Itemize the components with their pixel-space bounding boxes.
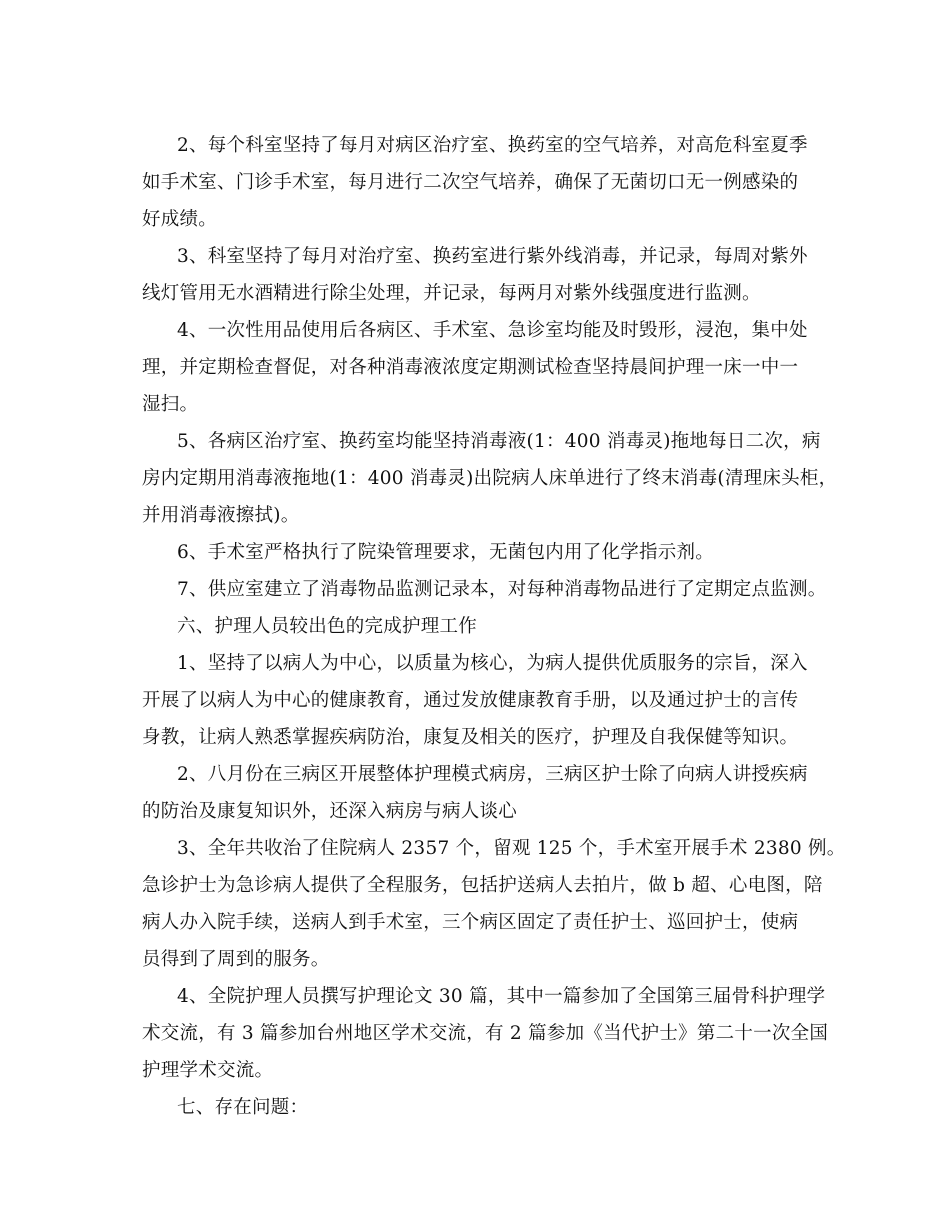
paragraph-5-line-3: 并用消毒液擦拭)。 xyxy=(142,505,300,526)
section-6-paragraph-1-line-3: 身教，让病人熟悉掌握疾病防治，康复及相关的医疗，护理及自我保健等知识。 xyxy=(142,727,799,748)
paragraph-2-line-2: 如手术室、门诊手术室，每月进行二次空气培养，确保了无菌切口无一例感染的 xyxy=(142,172,799,193)
paragraph-3-line-2: 线灯管用无水酒精进行除尘处理，并记录，每两月对紫外线强度进行监测。 xyxy=(142,283,761,304)
section-6-paragraph-2-line-2: 的防治及康复知识外，还深入病房与病人谈心 xyxy=(142,801,518,822)
paragraph-5-line-2: 房内定期用消毒液拖地(1：400 消毒灵)出院病人床单进行了终末消毒(清理床头柜， xyxy=(142,468,838,489)
paragraph-5-line-1: 5、各病区治疗室、换药室均能坚持消毒液(1：400 消毒灵)拖地每日二次，病 xyxy=(177,431,821,452)
section-6-paragraph-3-line-4: 员得到了周到的服务。 xyxy=(142,949,330,970)
section-6-paragraph-3-line-3: 病人办入院手续，送病人到手术室，三个病区固定了责任护士、巡回护士，使病 xyxy=(142,912,799,933)
section-6-paragraph-4-line-3: 护理学术交流。 xyxy=(142,1060,274,1081)
paragraph-4-line-2: 理，并定期检查督促，对各种消毒液浓度定期测试检查坚持晨间护理一床一中一 xyxy=(142,357,799,378)
paragraph-4-line-3: 湿扫。 xyxy=(142,394,199,415)
section-heading-7: 七、存在问题： xyxy=(177,1097,309,1118)
section-6-paragraph-2-line-1: 2、八月份在三病区开展整体护理模式病房，三病区护士除了向病人讲授疾病 xyxy=(177,764,808,785)
paragraph-3-line-1: 3、科室坚持了每月对治疗室、换药室进行紫外线消毒，并记录，每周对紫外 xyxy=(177,246,808,267)
section-6-paragraph-1-line-1: 1、坚持了以病人为中心，以质量为核心，为病人提供优质服务的宗旨，深入 xyxy=(177,653,808,674)
paragraph-2-line-1: 2、每个科室坚持了每月对病区治疗室、换药室的空气培养，对高危科室夏季 xyxy=(177,135,808,156)
paragraph-7-line-1: 7、供应室建立了消毒物品监测记录本，对每种消毒物品进行了定期定点监测。 xyxy=(177,579,827,600)
section-heading-6: 六、护理人员较出色的完成护理工作 xyxy=(177,616,478,637)
section-6-paragraph-4-line-1: 4、全院护理人员撰写护理论文 30 篇，其中一篇参加了全国第三届骨科护理学 xyxy=(177,986,826,1007)
section-6-paragraph-1-line-2: 开展了以病人为中心的健康教育，通过发放健康教育手册，以及通过护士的言传 xyxy=(142,690,799,711)
section-6-paragraph-4-line-2: 术交流，有 3 篇参加台州地区学术交流，有 2 篇参加《当代护士》第二十一次全国 xyxy=(142,1023,829,1044)
section-6-paragraph-3-line-1: 3、全年共收治了住院病人 2357 个，留观 125 个，手术室开展手术 2380 例。 xyxy=(177,838,846,859)
paragraph-6-line-1: 6、手术室严格执行了院染管理要求，无菌包内用了化学指示剂。 xyxy=(177,542,715,563)
paragraph-4-line-1: 4、一次性用品使用后各病区、手术室、急诊室均能及时毁形，浸泡，集中处 xyxy=(177,320,808,341)
paragraph-2-line-3: 好成绩。 xyxy=(142,209,218,230)
section-6-paragraph-3-line-2: 急诊护士为急诊病人提供了全程服务，包括护送病人去拍片，做 b 超、心电图，陪 xyxy=(142,875,823,896)
